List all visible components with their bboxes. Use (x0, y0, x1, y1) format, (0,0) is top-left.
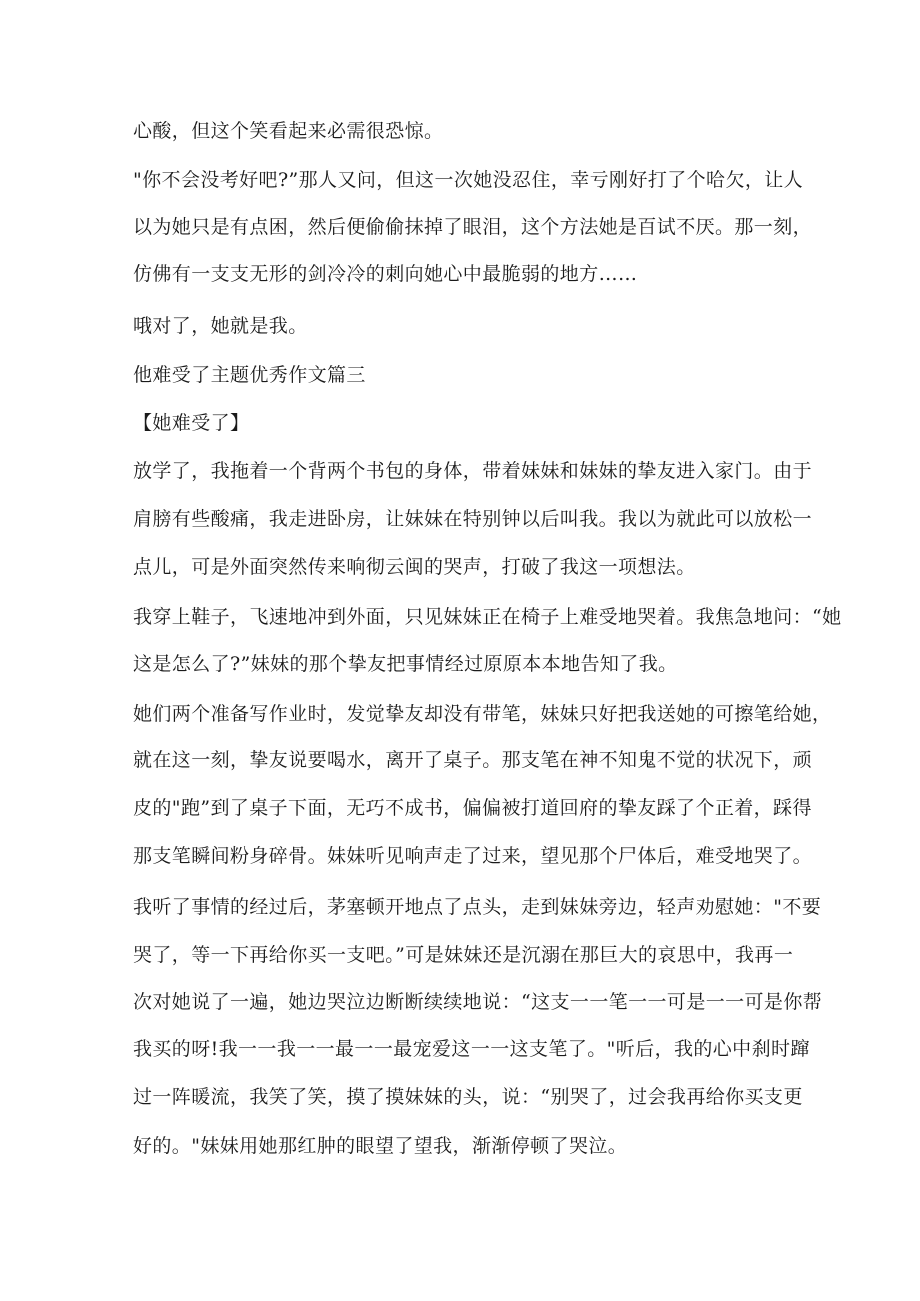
text-line: "你不会没考好吧?”那人又问，但这一次她没忍住，幸亏刚好打了个哈欠，让人 (133, 169, 804, 191)
text-line: 我买的呀!我一一我一一最一一最宠爱这一一这支笔了。"听后，我的心中刹时蹿 (133, 1038, 810, 1060)
text-line: 肩膀有些酸痛，我走进卧房，让妹妹在特别钟以后叫我。我以为就此可以放松一 (133, 508, 813, 530)
text-line: 就在这一刻，挚友说要喝水，离开了桌子。那支笔在神不知鬼不觉的状况下，顽 (133, 749, 813, 771)
text-line: 这是怎么了?”妹妹的那个挚友把事情经过原原本本地告知了我。 (133, 653, 678, 675)
text-line: 点儿，可是外面突然传来响彻云闽的哭声，打破了我这一项想法。 (133, 556, 696, 578)
text-line: 以为她只是有点困，然后便偷偷抹掉了眼泪，这个方法她是百试不厌。那一刻， (133, 216, 813, 238)
text-line: 那支笔瞬间粉身碎骨。妹妹听见响声走了过来，望见那个尸体后，难受地哭了。 (133, 845, 813, 867)
text-line: 哦对了，她就是我。 (133, 315, 308, 337)
essay-title: 【她难受了】 (133, 412, 250, 434)
text-line: 心酸，但这个笑看起来必需很恐惊。 (133, 120, 444, 142)
text-line: 她们两个准备写作业时，发觉挚友却没有带笔，妹妹只好把我送她的可擦笔给她， (133, 703, 832, 725)
text-line: 次对她说了一遍，她边哭泣边断断续续地说：“这支一一笔一一可是一一可是你帮 (133, 991, 823, 1013)
text-line: 皮的"跑”到了桌子下面，无巧不成书，偏偏被打道回府的挚友踩了个正着，踩得 (133, 797, 812, 819)
text-line: 我穿上鞋子，飞速地冲到外面，只见妹妹正在椅子上难受地哭着。我焦急地问：“她 (133, 606, 842, 628)
text-line: 过一阵暖流，我笑了笑，摸了摸妹妹的头，说：“别哭了，过会我再给你买支更 (133, 1086, 803, 1108)
section-heading: 他难受了主题优秀作文篇三 (133, 364, 366, 386)
text-line: 哭了，等一下再给你买一支吧。”可是妹妹还是沉溺在那巨大的哀思中，我再一 (133, 944, 794, 966)
text-line: 仿佛有一支支无形的剑冷冷的刺向她心中最脆弱的地方…… (133, 263, 638, 285)
text-line: 放学了，我拖着一个背两个书包的身体，带着妹妹和妹妹的挚友进入家门。由于 (133, 460, 813, 482)
text-line: 好的。"妹妹用她那红肿的眼望了望我，渐渐停顿了哭泣。 (133, 1135, 628, 1157)
text-line: 我听了事情的经过后，茅塞顿开地点了点头，走到妹妹旁边，轻声劝慰她："不要 (133, 896, 822, 918)
